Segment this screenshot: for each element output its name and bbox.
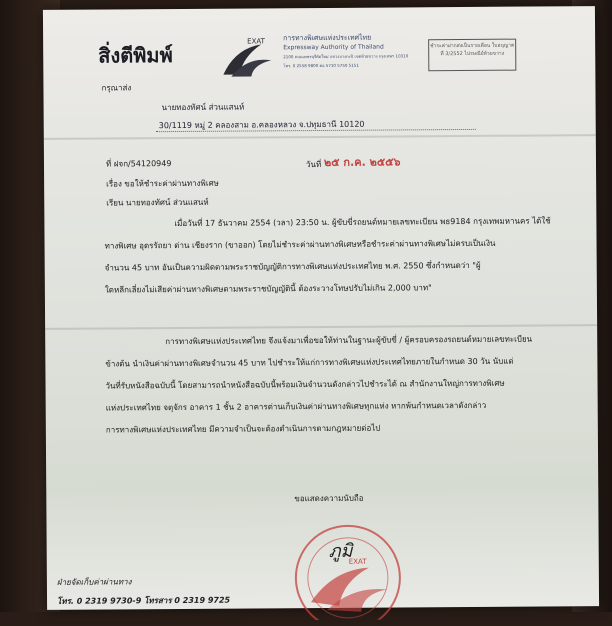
- paragraph-line: ใดหลีกเลี่ยงไม่เสียค่าผ่านทางพิเศษตามพระราชบัญญัตินี้ ต้องระวางโทษปรับไม่เกิน 2,000 บาท": [104, 283, 432, 295]
- org-name-en: Expressway Authority of Thailand: [283, 43, 384, 52]
- paragraph-line: เมื่อวันที่ 17 ธันวาคม 2554 (วลา) 23:50 น. ผู้ขับขี่รถยนต์หมายเลขทะเบียน พธ9184 กรุงเทพมหานคร ได้ใช้: [174, 216, 551, 229]
- date-label: วันที่: [305, 159, 322, 170]
- paragraph-line: ทางพิเศษ อุดรรัถยา ด่าน เชียงราก (ขาออก) โดยไม่ชำระค่าผ่านทางพิเศษหรือชำระค่าผ่านทางพิเศษไม่ครบเป็นเงิน: [104, 238, 496, 251]
- org-name-th: การทางพิเศษแห่งประเทศไทย: [283, 33, 372, 43]
- recipient-name: นายทองทัศน์ ส่วนแสนห์: [161, 102, 245, 113]
- paragraph-1: [104, 210, 575, 301]
- paragraph-2: [105, 328, 576, 441]
- signature: ภูมิ: [328, 540, 353, 562]
- organization-block: [283, 33, 408, 70]
- envelope-title: สิ่งตีพิมพ์: [98, 43, 173, 68]
- letter-paper: [43, 6, 599, 610]
- paragraph-line: จำนวน 45 บาท อันเป็นความผิดตามพระราชบัญญัติการทางพิเศษแห่งประเทศไทย พ.ศ. 2550 ซึ่งกำหนดว่า "ผู้: [104, 260, 481, 273]
- footer-department: ฝ่ายจัดเก็บค่าผ่านทาง: [56, 577, 132, 587]
- reference-number: ที่ ฝจก/54120949: [105, 159, 172, 169]
- exat-logo: [221, 34, 273, 78]
- date-stamp: ๒๕ ก.ค. ๒๕๕๖: [323, 155, 401, 169]
- svg-text:EXAT: EXAT: [247, 37, 265, 46]
- to-label: กรุณาส่ง: [101, 83, 132, 93]
- svg-text:EXAT: EXAT: [348, 557, 367, 566]
- paragraph-line: แห่งประเทศไทย จตุจักร อาคาร 1 ชั้น 2 อาคารด่านเก็บเงินค่าผ่านทางพิเศษทุกแห่ง หากพ้นกำหนดเวลาดังกล่าว: [105, 400, 487, 413]
- salutation: เรียน นายทองทัศน์ ส่วนแสนห์: [106, 197, 209, 208]
- recipient-address: 30/1119 หมู่ 2 คลองสาม อ.คลองหลวง จ.ปทุมธานี 10120: [158, 119, 365, 131]
- paper-fold: [44, 134, 596, 140]
- subject-line: เรื่อง ขอให้ชำระค่าผ่านทางพิเศษ: [106, 178, 219, 189]
- footer-telephone: โทร. 0 2319 9730-9 โทรสาร 0 2319 9725: [57, 595, 231, 606]
- postage-box: ชำระค่าฝากส่งเป็นรายเดือน ใบอนุญาตที่ 3/2552 ไปรษณีย์ห้วยขวาง: [428, 39, 516, 72]
- closing-text: ขอแสดงความนับถือ: [294, 493, 364, 504]
- paragraph-line: การทางพิเศษแห่งประเทศไทย จึงแจ้งมาเพื่อขอให้ท่านในฐานะผู้ขับขี่ / ผู้ครอบครองรถยนต์หมายเลขทะเบียน: [165, 334, 533, 347]
- paragraph-line: วันที่รับหนังสือฉบับนี้ โดยสามารถนำหนังสือฉบับนี้พร้อมเงินจำนวนดังกล่าวไปชำระได้ ณ สำนักงานใหญ่การทางพิเศษ: [105, 378, 505, 391]
- org-address: 2100 ถนนเพชรบุรีตัดใหม่ แขวงบางกะปิ เขตห้วยขวาง กรุงเทพฯ 10310: [283, 53, 409, 60]
- official-seal: [282, 519, 413, 620]
- paragraph-line: ข้างต้น นำเงินค่าผ่านทางพิเศษจำนวน 45 บาท ไปชำระให้แก่การทางพิเศษแห่งประเทศไทยภายในกำหนด 30 วัน นับแต่: [105, 356, 514, 369]
- org-tel: โทร. 0 2558 9800 ต่อ 5710 5750 5151: [283, 62, 359, 69]
- paragraph-line: การทางพิเศษแห่งประเทศไทย มีความจำเป็นจะต้องดำเนินการตามกฎหมายต่อไป: [105, 423, 381, 435]
